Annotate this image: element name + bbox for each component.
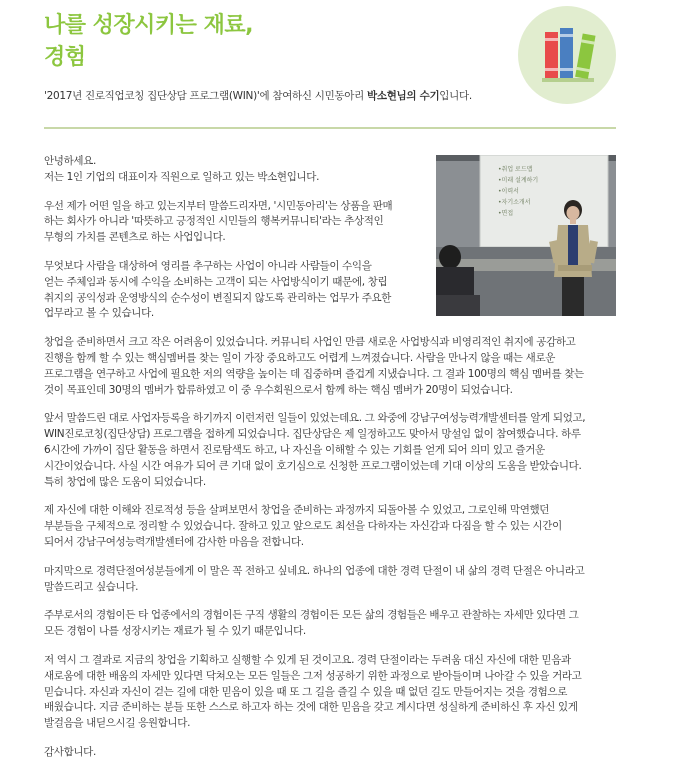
paragraph-1 <box>44 154 429 186</box>
header-divider <box>44 127 616 129</box>
paragraph-line: 6시간에 가까이 집단 활동을 하면서 진로탐색도 하고, 나 자신을 이해할 수 있는 기회를 얻게 되어 의미 있고 즐거운 <box>44 443 545 456</box>
paragraph-line: 무엇보다 사람을 대상하여 영리를 추구하는 사업이 아니라 사람들이 수익을 <box>44 259 372 272</box>
paragraph-line: 얻는 주체임과 동시에 수익을 소비하는 고객이 되는 사업방식이기 때문에, 창립 <box>44 275 388 288</box>
paragraph-line: 저 역시 그 결과로 지금의 창업을 기획하고 실행할 수 있게 된 것이고요. 경력 단절이라는 두려움 대신 자신에 대한 믿음과 <box>44 653 571 666</box>
paragraph-line: 우선 제가 어떤 일을 하고 있는지부터 말씀드리자면, '시민동아리'는 상품을 판매 <box>44 199 393 212</box>
paragraph-8 <box>44 608 616 640</box>
slide-item: •이력서 <box>498 188 519 195</box>
slide-item: •자기소개서 <box>498 199 531 206</box>
paragraph-line: 특히 창업에 많은 도움이 되었습니다. <box>44 475 206 488</box>
paragraph-line: 믿습니다. 자신과 자신이 걷는 길에 대한 믿음이 있을 때 또 그 길을 즐길 수 있을 때 없던 길도 만들어지는 것을 경험으로 <box>44 685 568 698</box>
paragraph-line: 제 자신에 대한 이해와 진로적성 등을 살펴보면서 창업을 준비하는 과정까지 되돌아볼 수 있었고, 그로인해 막연했던 <box>44 504 550 517</box>
paragraph-line: 되어서 강남구여성능력개발센터에 감사한 마음을 전합니다. <box>44 535 304 548</box>
paragraph-4 <box>44 335 616 398</box>
paragraph-line: 새로움에 대한 배움의 자세만 있다면 닥쳐오는 모든 일들은 그저 성공하기 위한 과정으로 받아들이며 나아갈 수 있을 거라고 <box>44 669 582 682</box>
slide-item: •취업 로드맵 <box>498 166 533 173</box>
paragraph-line: 것이 목표인데 30명의 멤버가 합류하였고 이 중 우수회원으로서 함께 하는 핵심 멤버가 20명이 되었습니다. <box>44 383 513 396</box>
intro-caption-post: 입니다. <box>439 90 472 102</box>
paragraph-6 <box>44 503 616 550</box>
page-title <box>44 10 253 74</box>
paragraph-line: 앞서 말씀드린 대로 사업자등록을 하기까지 이런저런 일들이 있었는데요. 그 와중에 강남구여성능력개발센터를 알게 되었고, <box>44 412 586 425</box>
paragraph-line: 시간이었습니다. 사실 시간 여유가 되어 큰 기대 없이 호기심으로 신청한 프로그램이었는데 기대 이상의 도움을 받았습니다. <box>44 459 582 472</box>
paragraph-7 <box>44 564 616 596</box>
intro-caption-author: 박소현님의 수기 <box>367 90 440 102</box>
paragraph-line: 창업을 준비하면서 크고 작은 어려움이 있었습니다. 커뮤니티 사업인 만큼 새로운 사업방식과 비영리적인 취지에 공감하고 <box>44 336 576 349</box>
paragraph-line: 무형의 가치를 콘텐츠로 하는 사업입니다. <box>44 231 226 244</box>
paragraph-line: WIN진로코칭(집단상담) 프로그램을 접하게 되었습니다. 집단상담은 제 일정하고도 맞아서 망설임 없이 참여했습니다. 하루 <box>44 428 581 441</box>
title-line-2: 경험 <box>44 45 86 70</box>
paragraph-line: 마지막으로 경력단절여성분들에게 이 말은 꼭 전하고 싶네요. 하나의 업종에 대한 경력 단절이 내 삶의 경력 단절은 아니라고 <box>44 564 585 577</box>
paragraph-10 <box>44 745 616 761</box>
paragraph-line: 저는 1인 기업의 대표이자 직원으로 일하고 있는 박소현입니다. <box>44 170 320 183</box>
article-body <box>44 154 616 774</box>
paragraph-2 <box>44 199 429 246</box>
books-icon <box>518 6 616 104</box>
slide-item: •미래 설계하기 <box>498 177 539 184</box>
paragraph-line: 감사합니다. <box>44 745 96 758</box>
paragraph-line: 프로그램을 연구하고 사업에 필요한 저의 역량을 높이는 데 집중하며 즐겁게 지냈습니다. 그 결과 100명의 핵심 멤버를 찾는 <box>44 367 584 380</box>
paragraph-line: 업무라고 볼 수 있습니다. <box>44 307 154 320</box>
intro-caption <box>44 88 472 103</box>
paragraph-line: 배웠습니다. 지금 준비하는 분들 또한 스스로 하고자 하는 것에 대한 믿음을 갖고 계시다면 성실하게 준비하신 후 자신 있게 <box>44 701 578 714</box>
paragraph-line: 진행을 함께 할 수 있는 핵심멤버를 찾는 일이 가장 중요하고도 어렵게 느껴졌습니다. 사람을 만나지 않을 때는 새로운 <box>44 351 556 364</box>
paragraph-line: 안녕하세요. <box>44 155 96 167</box>
paragraph-line: 말씀드리고 싶습니다. <box>44 580 139 593</box>
title-line-1: 나를 성장시키는 재료, <box>44 13 253 38</box>
paragraph-9 <box>44 653 616 732</box>
paragraph-line: 주부로서의 경험이든 타 업종에서의 경험이든 구직 생활의 경험이든 모든 삶의 경험들은 배우고 관찰하는 자세만 있다면 그 <box>44 609 579 622</box>
paragraph-line: 취지의 공익성과 운영방식의 순수성이 변질되지 않도록 관리하는 업무가 주요한 <box>44 291 392 304</box>
paragraph-line: 발걸음을 내딛으시길 응원합니다. <box>44 717 191 730</box>
intro-caption-pre: '2017년 진로직업코칭 집단상담 프로그램(WIN)'에 참여하신 시민동아리 <box>44 90 368 102</box>
paragraph-3 <box>44 259 429 322</box>
paragraph-5 <box>44 411 616 490</box>
paragraph-line: 부분들을 구체적으로 정리할 수 있었습니다. 잘하고 있고 앞으로도 최선을 다하자는 자신감과 다짐을 할 수 있는 시간이 <box>44 520 562 533</box>
paragraph-line: 하는 회사가 아니라 '따뜻하고 긍정적인 시민들의 행복커뮤니티'라는 추상적인 <box>44 215 384 228</box>
paragraph-line: 모든 경험이 나를 성장시키는 재료가 될 수 있기 때문입니다. <box>44 625 306 638</box>
slide-item: •면접 <box>498 210 514 217</box>
